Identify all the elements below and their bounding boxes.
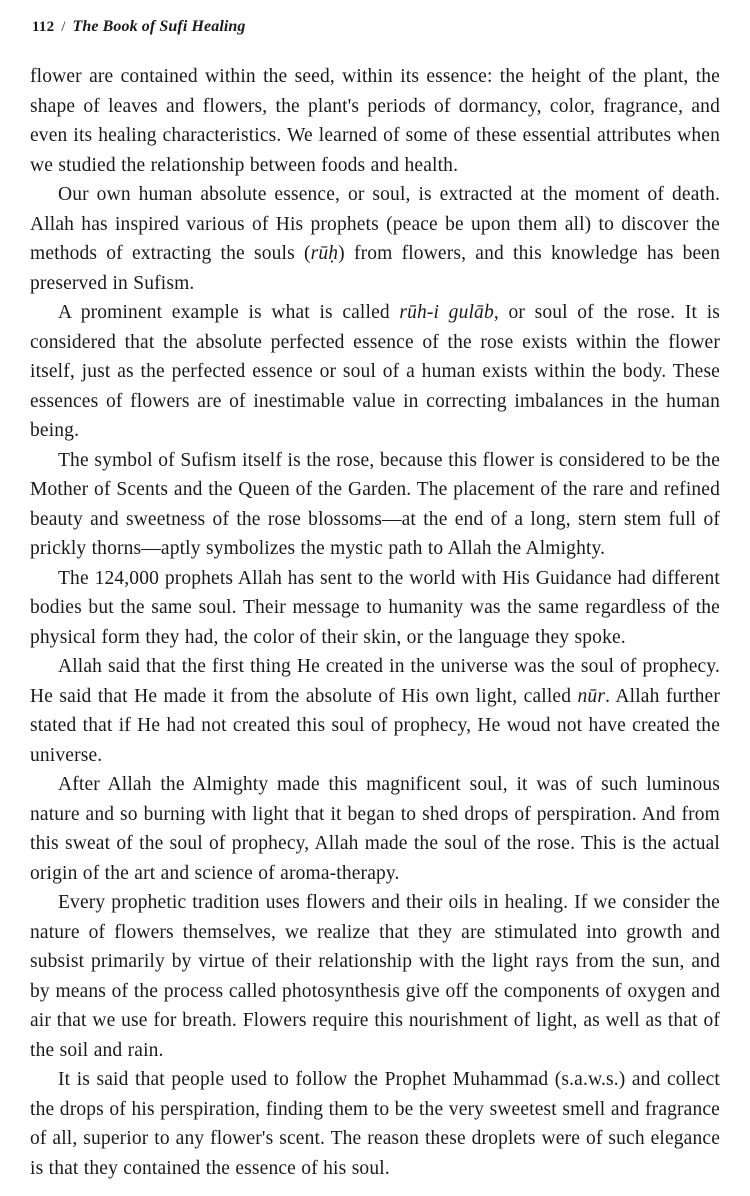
running-head [30,18,720,36]
body-paragraph: The 124,000 prophets Allah has sent to the world with His Guidance had different bodies but the same soul. Their message to humanity was the same regardless of the physical form they had, the color of their skin, or the language they spoke. [30,567,720,648]
body-paragraph: After Allah the Almighty made this magnificent soul, it was of such luminous nature and so burning with light that it began to shed drops of perspiration. And from this sweat of the soul of prophecy, Allah made the soul of the rose. This is the actual origin of the art and science of aroma-therapy. [30,774,720,884]
header-separator: / [61,19,66,35]
body-paragraph: Every prophetic tradition uses flowers and their oils in healing. If we consider the nature of flowers themselves, we realize that they are stimulated into growth and subsist primarily by virtue of their relationship with the light rays from the sun, and by means of the process called photosynthesis give off the components of oxygen and air that we use for breath. Flowers require this nourishment of light, as well as that of the soil and rain. [30,892,720,1061]
body-paragraph: The symbol of Sufism itself is the rose, because this flower is considered to be the Mother of Scents and the Queen of the Garden. The placement of the rare and refined beauty and sweetness of the rose blossoms—at the end of a long, stern stem full of prickly thorns—aptly symbolizes the mystic path to Allah the Almighty. [30,449,720,559]
body-paragraph: Our own human absolute essence, or soul, is extracted at the moment of death. Allah has inspired various of His prophets (peace be upon them all) to discover the methods of extracting the souls (rūḥ) from flowers, and this knowledge has been preserved in Sufism. [30,184,720,294]
body-paragraph: Allah said that the first thing He created in the universe was the soul of prophecy. He said that He made it from the absolute of His own light, called nūr. Allah further stated that if He had not created this soul of prophecy, He woud not have created the universe. [30,656,721,766]
body-paragraph: It is said that people used to follow the Prophet Muhammad (s.a.w.s.) and collect the drops of his perspiration, finding them to be the very sweetest smell and fragrance of all, superior to any flower's scent. The reason these droplets were of such elegance is that they contained the essence of his soul. [30,1069,720,1179]
page-number: 112 [32,19,55,35]
book-title: The Book of Sufi Healing [72,18,246,35]
body-paragraph: A prominent example is what is called rūh-i gulāb, or soul of the rose. It is considered that the absolute perfected essence of the rose exists within the flower itself, just as the perfected essence or soul of a human exists within the body. These essences of flowers are of inestimable value in correcting imbalances in the human being. [30,302,720,441]
body-paragraph: flower are contained within the seed, within its essence: the height of the plant, the shape of leaves and flowers, the plant's periods of dormancy, color, fragrance, and even its healing characteristics. We learned of some of these essential attributes when we studied the relationship between foods and health. [30,66,720,176]
body-text-column [30,62,720,1183]
